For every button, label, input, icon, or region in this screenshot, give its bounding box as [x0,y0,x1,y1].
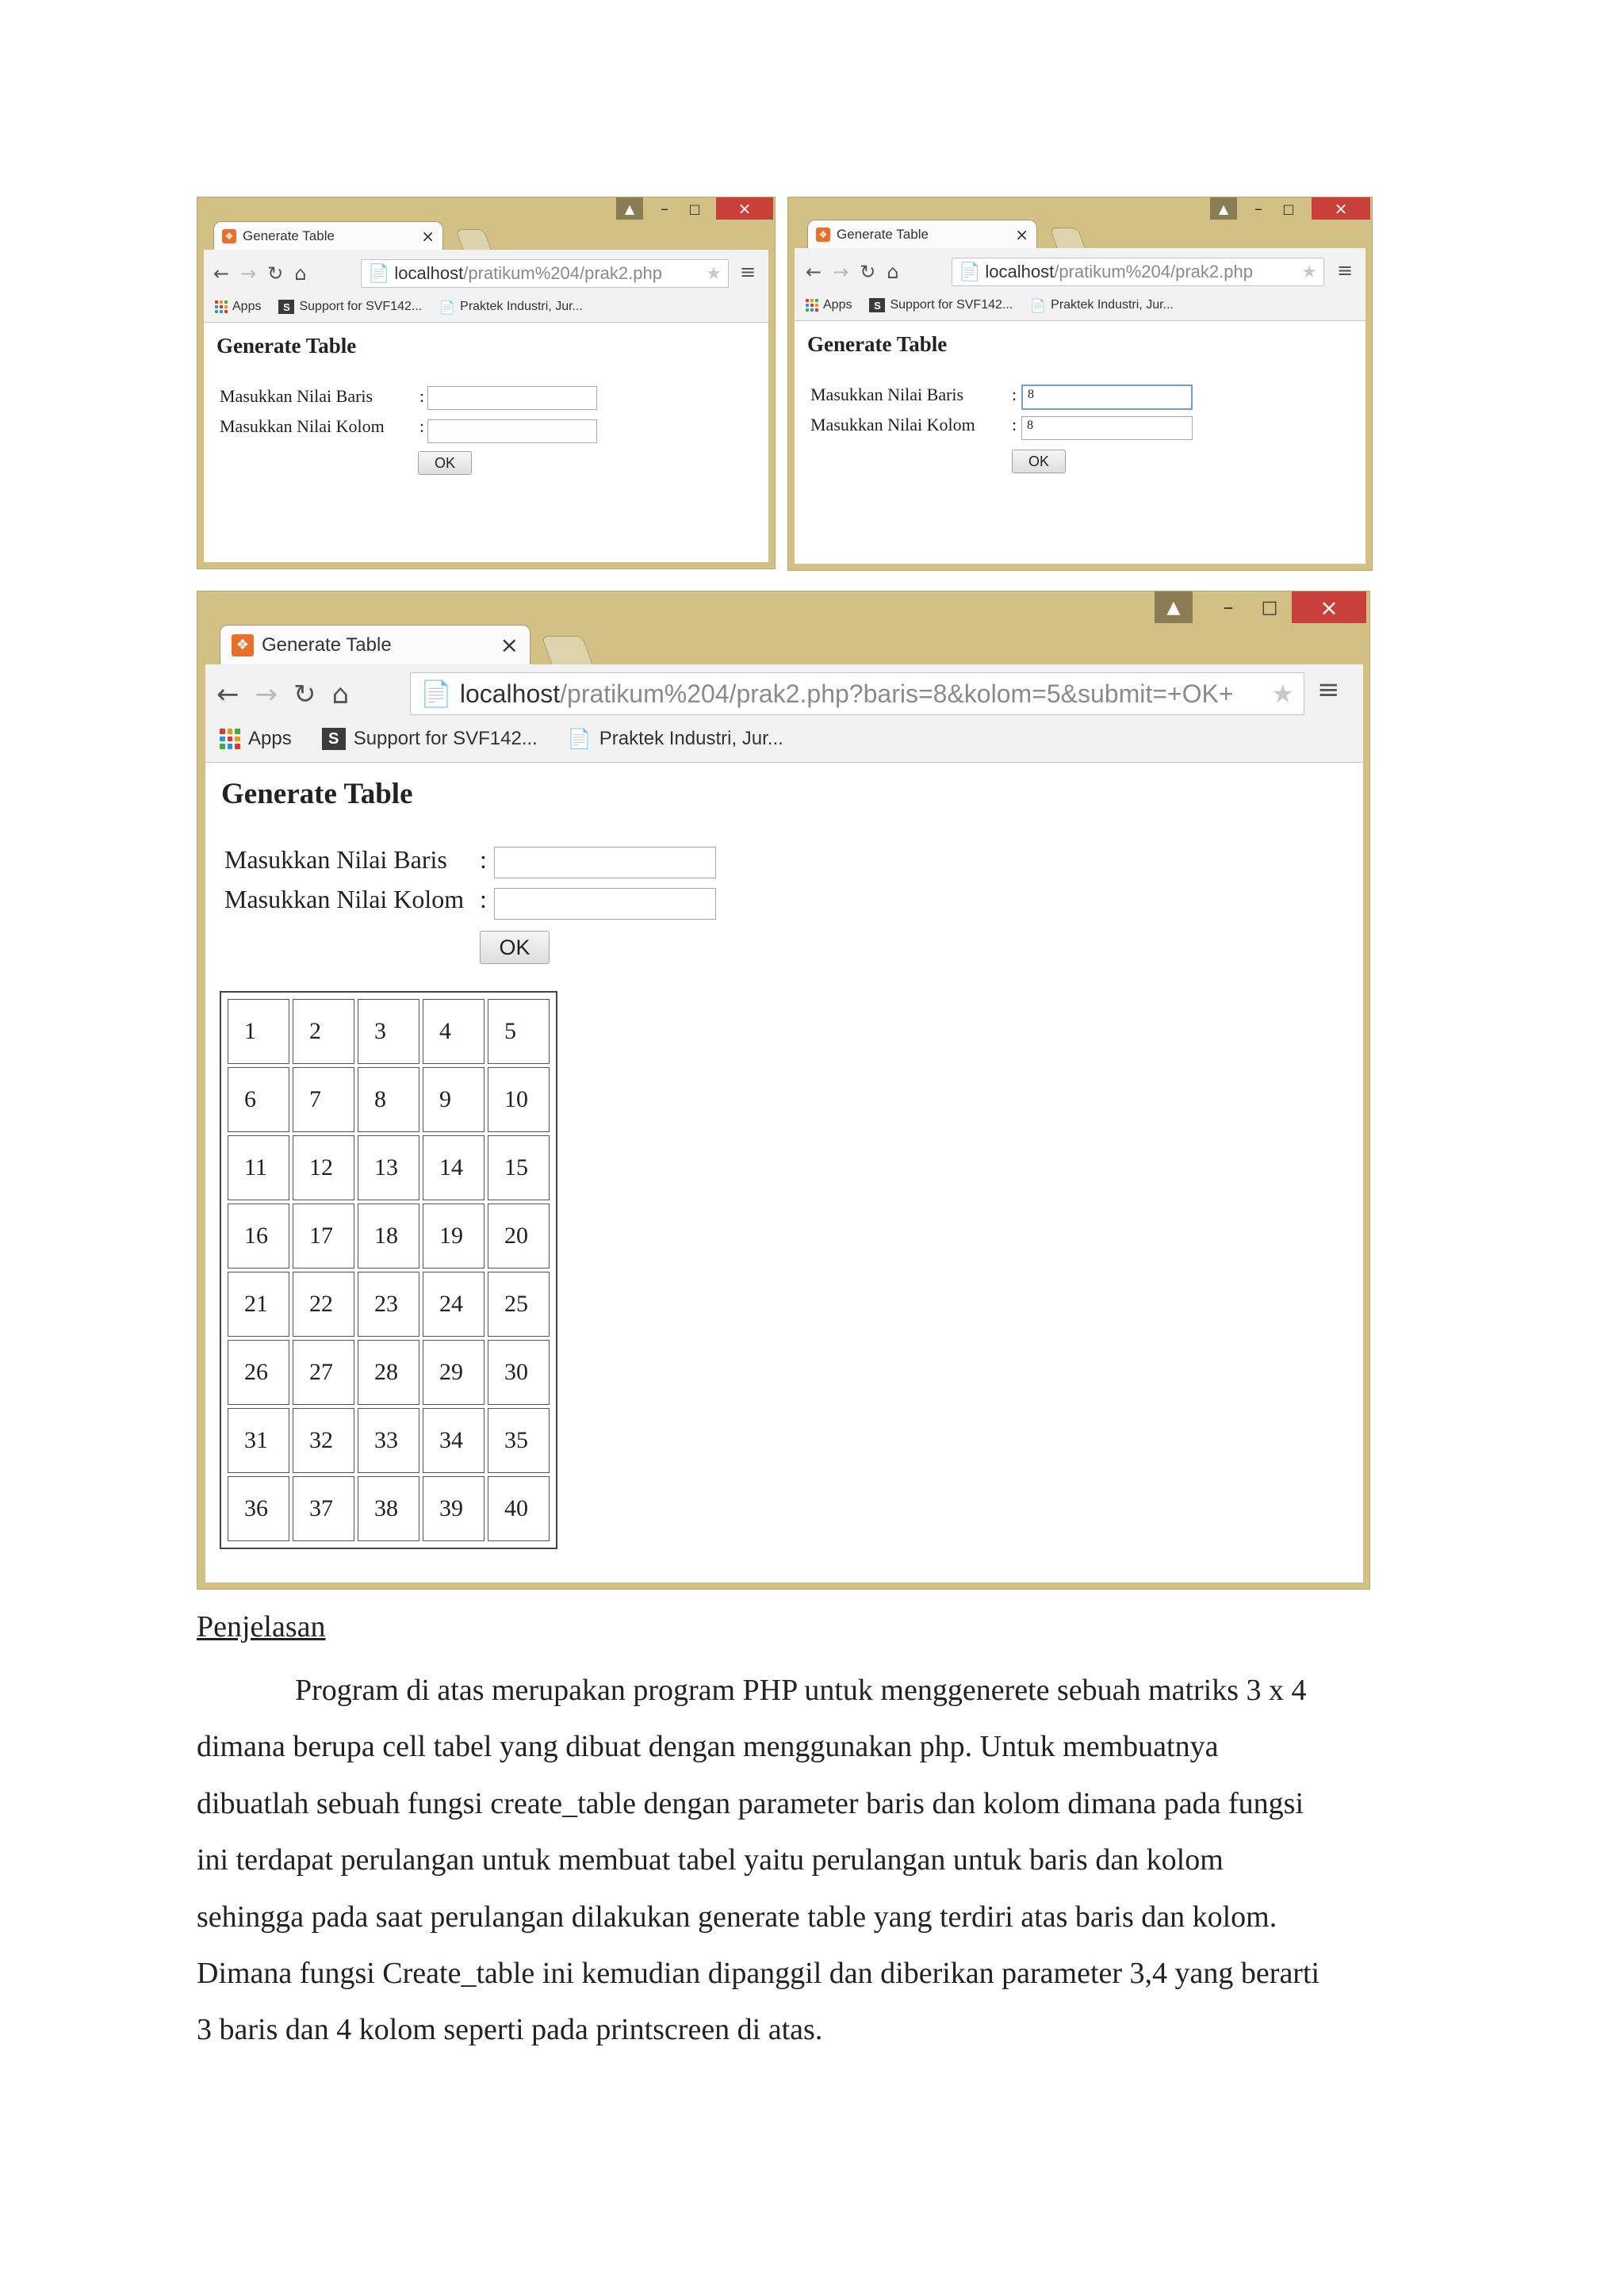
address-bar[interactable]: 📄 localhost/pratikum%204/prak2.php ★ [952,258,1324,286]
page-content [204,323,768,562]
new-tab-button[interactable] [455,229,491,250]
table-cell: 12 [293,1135,354,1200]
table-row [228,1340,550,1405]
browser-tab[interactable] [807,220,1037,248]
table-cell: 16 [228,1203,289,1269]
home-icon[interactable]: ⌂ [887,261,899,283]
cols-input[interactable]: 8 [1021,416,1193,440]
hamburger-menu-icon[interactable]: ≡ [1317,674,1340,706]
browser-window-1 [197,197,776,569]
table-cell: 10 [488,1067,550,1132]
table-cell: 31 [228,1408,289,1473]
paragraph-line: sehingga pada saat perulangan dilakukan generate table yang terdiri atas baris dan kolom. [197,1900,1277,1934]
support-icon: S [869,298,885,312]
close-icon[interactable]: × [716,197,773,220]
new-tab-button[interactable] [541,636,592,664]
reload-icon[interactable]: ↻ [267,262,284,285]
hamburger-menu-icon[interactable]: ≡ [740,261,756,283]
back-arrow-icon[interactable]: ← [806,261,822,283]
table-cell: 40 [488,1476,550,1541]
minimize-icon[interactable]: – [661,199,668,218]
xampp-favicon-icon: ❖ [222,229,236,243]
page-content [795,321,1365,564]
table-cell: 38 [358,1476,419,1541]
new-tab-button[interactable] [1049,228,1085,248]
table-cell: 29 [423,1340,485,1405]
back-arrow-icon[interactable]: ← [216,679,239,710]
support-icon: S [278,300,294,314]
user-icon[interactable]: ▲ [616,197,643,220]
tab-title: Generate Table [243,228,335,243]
rows-input[interactable] [494,847,716,878]
table-row [228,1408,550,1473]
table-cell: 24 [423,1272,485,1337]
bookmark-praktek[interactable]: 📄 Praktek Industri, Jur... [567,728,783,750]
reload-icon[interactable]: ↻ [293,679,316,710]
table-row [228,1135,550,1200]
xampp-favicon-icon: ❖ [816,228,830,242]
minimize-icon[interactable]: – [1254,199,1262,218]
generated-table [220,991,557,1549]
label-colon: : [480,885,487,913]
page-content [205,763,1363,1582]
table-cell: 34 [423,1408,485,1473]
page-title: Generate Table [807,332,948,356]
tab-close-icon[interactable]: × [421,226,435,246]
browser-window-2 [787,197,1373,571]
tab-close-icon[interactable]: × [1015,224,1028,244]
bookmark-support[interactable]: S Support for SVF142... [278,300,422,314]
paragraph-line: ini terdapat perulangan untuk membuat tabel yaitu perulangan untuk baris dan kolom [197,1843,1224,1877]
generated-table-grid [224,996,553,1544]
hamburger-menu-icon[interactable]: ≡ [1337,259,1354,281]
browser-tab[interactable] [220,625,530,664]
table-cell: 6 [228,1067,289,1132]
table-cell: 15 [488,1135,550,1200]
user-icon[interactable]: ▲ [1155,591,1193,623]
maximize-icon[interactable]: □ [1282,201,1295,216]
table-cell: 26 [228,1340,289,1405]
label-colon: : [1012,415,1017,434]
table-cell: 13 [358,1135,419,1200]
user-icon[interactable]: ▲ [1210,197,1237,220]
page-icon: 📄 [368,263,390,284]
label-rows: Masukkan Nilai Baris [220,386,373,406]
support-icon: S [322,728,346,750]
table-cell: 21 [228,1272,289,1337]
table-row [228,999,550,1064]
table-cell: 5 [488,999,550,1064]
back-arrow-icon[interactable]: ← [213,262,230,285]
table-cell: 23 [358,1272,419,1337]
table-cell: 25 [488,1272,550,1337]
address-bar[interactable]: 📄 localhost/pratikum%204/prak2.php ★ [361,259,729,288]
ok-button[interactable]: OK [1012,450,1066,473]
page-title: Generate Table [221,778,413,810]
table-cell: 37 [293,1476,354,1541]
bookmarks-bar [215,296,583,318]
bookmark-apps[interactable]: Apps [215,300,261,314]
tab-close-icon[interactable]: × [500,632,519,658]
table-cell: 18 [358,1203,419,1269]
bookmarks-bar [220,723,783,755]
label-colon: : [1012,385,1017,404]
bookmark-apps[interactable]: Apps [806,298,852,312]
browser-window-3 [197,591,1370,1590]
label-cols: Masukkan Nilai Kolom [810,415,975,434]
tab-title: Generate Table [837,226,929,242]
forward-arrow-icon[interactable]: → [255,679,278,710]
section-heading: Penjelasan [197,1610,326,1644]
star-icon[interactable]: ★ [1271,679,1294,709]
table-row [228,1476,550,1541]
label-colon: : [419,416,425,436]
table-cell: 36 [228,1476,289,1541]
table-cell: 27 [293,1340,354,1405]
browser-tab[interactable] [213,221,443,250]
table-cell: 19 [423,1203,485,1269]
label-colon: : [480,845,487,874]
table-cell: 14 [423,1135,485,1200]
page-icon: 📄 [959,262,981,282]
close-icon[interactable]: × [1312,197,1370,220]
home-icon[interactable]: ⌂ [331,679,350,710]
apps-grid-icon [806,299,818,312]
ok-button[interactable]: OK [418,451,472,475]
paragraph-line: dibuatlah sebuah fungsi create_table dengan parameter baris dan kolom dimana pada fungsi [197,1786,1304,1820]
label-colon: : [419,386,425,406]
forward-arrow-icon[interactable]: → [833,261,849,283]
page-icon: 📄 [567,728,592,750]
forward-arrow-icon[interactable]: → [240,262,257,285]
table-cell: 35 [488,1408,550,1473]
label-cols: Masukkan Nilai Kolom [220,416,385,436]
label-rows: Masukkan Nilai Baris [810,385,964,404]
apps-grid-icon [220,729,240,749]
table-cell: 7 [293,1067,354,1132]
table-cell: 22 [293,1272,354,1337]
table-cell: 9 [423,1067,485,1132]
table-cell: 3 [358,999,419,1064]
cols-input[interactable] [427,419,597,443]
page-icon: 📄 [1030,297,1047,313]
rows-input[interactable]: 8 [1021,385,1193,410]
paragraph-line: Dimana fungsi Create_table ini kemudian dipanggil dan diberikan parameter 3,4 yang berarti [197,1957,1320,1991]
table-cell: 1 [228,999,289,1064]
bookmark-support[interactable]: S Support for SVF142... [322,728,538,750]
table-row [228,1272,550,1337]
table-cell: 4 [423,999,485,1064]
table-cell: 8 [358,1067,419,1132]
page-icon: 📄 [439,299,456,315]
table-cell: 39 [423,1476,485,1541]
star-icon[interactable]: ★ [706,263,722,284]
table-cell: 28 [358,1340,419,1405]
cols-input[interactable] [494,888,716,920]
paragraph-line: 3 baris dan 4 kolom seperti pada printscreen di atas. [197,2013,823,2047]
bookmarks-bar [806,294,1174,316]
xampp-favicon-icon: ❖ [232,634,254,656]
star-icon[interactable]: ★ [1301,262,1317,282]
apps-grid-icon [215,300,228,313]
reload-icon[interactable]: ↻ [860,261,876,283]
bookmark-praktek[interactable]: 📄 Praktek Industri, Jur... [439,299,583,315]
tab-title: Generate Table [262,633,392,656]
table-cell: 20 [488,1203,550,1269]
table-cell: 17 [293,1203,354,1269]
table-row [228,1067,550,1132]
maximize-icon[interactable]: □ [688,201,701,216]
address-bar[interactable]: 📄 localhost/pratikum%204/prak2.php?baris=8&kolom=5&submit=+OK+ ★ [410,672,1304,715]
nav-buttons [806,258,899,286]
ok-button[interactable]: OK [480,931,550,964]
nav-buttons [216,674,349,715]
paragraph-line: Program di atas merupakan program PHP untuk menggenerete sebuah matriks 3 x 4 [295,1674,1307,1707]
table-row [228,1203,550,1269]
bookmark-support[interactable]: S Support for SVF142... [869,298,1013,312]
label-rows: Masukkan Nilai Baris [224,845,447,874]
bookmark-praktek[interactable]: 📄 Praktek Industri, Jur... [1030,297,1174,313]
nav-buttons [213,259,307,288]
table-cell: 33 [358,1408,419,1473]
maximize-icon[interactable]: □ [1261,597,1278,618]
label-cols: Masukkan Nilai Kolom [224,885,465,913]
explanation-paragraph [197,1663,1418,2059]
minimize-icon[interactable]: – [1223,595,1234,619]
table-cell: 2 [293,999,354,1064]
close-icon[interactable]: × [1292,591,1366,623]
page-title: Generate Table [216,334,357,358]
paragraph-line: dimana berupa cell tabel yang dibuat dengan menggunakan php. Untuk membuatnya [197,1730,1219,1764]
table-cell: 32 [293,1408,354,1473]
table-cell: 11 [228,1135,289,1200]
table-cell: 30 [488,1340,550,1405]
bookmark-apps[interactable]: Apps [220,728,292,750]
page-icon: 📄 [420,679,452,709]
home-icon[interactable]: ⌂ [294,262,307,285]
rows-input[interactable] [427,386,597,410]
